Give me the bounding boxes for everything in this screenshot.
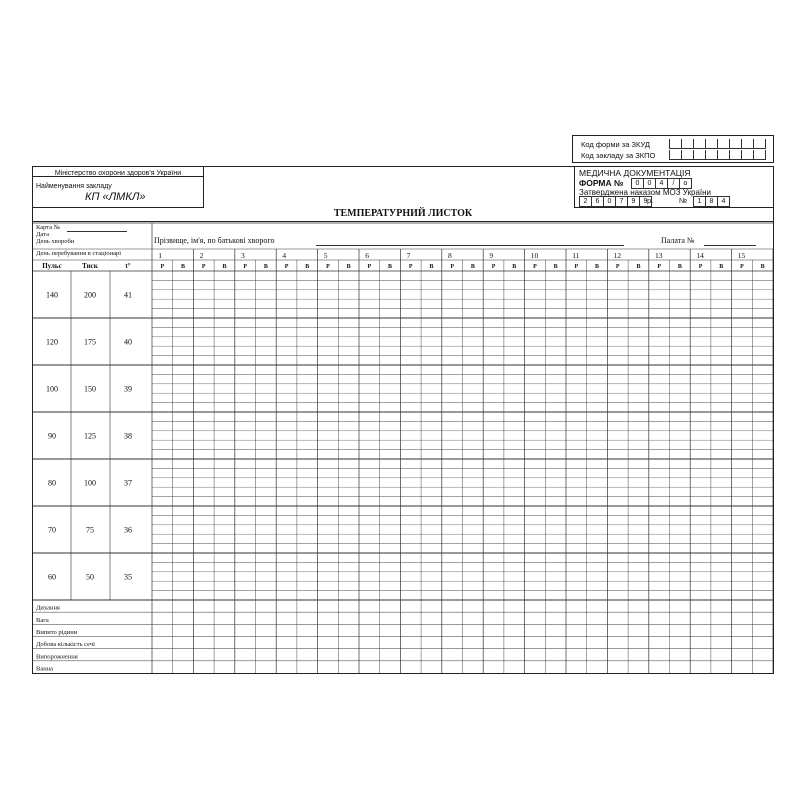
morning-label: Р (284, 264, 289, 270)
temp-value: 40 (124, 337, 132, 347)
institution-label: Найменування закладу (36, 183, 112, 190)
morning-label: Р (740, 264, 744, 270)
temp-value: 35 (124, 572, 132, 582)
evening-label: В (553, 264, 558, 270)
evening-label: В (346, 264, 351, 270)
form-label: ФОРМА № (579, 178, 624, 188)
day-number: 6 (365, 251, 369, 260)
evening-label: В (388, 264, 393, 270)
evening-label: В (760, 264, 765, 270)
bottom-row-label: Випорожнення (36, 653, 78, 661)
day-label: День хвороби (36, 238, 75, 245)
pulse-value: 90 (48, 431, 56, 441)
pulse-value: 60 (48, 572, 56, 582)
pressure-value: 100 (84, 478, 96, 488)
pulse-header: Пульс (42, 262, 62, 270)
pressure-value: 75 (86, 525, 94, 535)
zkpo-label: Код закладу за ЗКПО (581, 151, 656, 160)
day-number: 12 (613, 251, 622, 260)
pressure-value: 175 (84, 337, 96, 347)
morning-label: Р (491, 264, 496, 270)
morning-label: Р (657, 264, 661, 270)
morning-label: Р (450, 264, 454, 270)
evening-label: В (305, 264, 310, 270)
day-number: 10 (530, 251, 539, 260)
morning-label: Р (574, 264, 579, 270)
evening-label: В (636, 264, 641, 270)
pulse-value: 100 (46, 384, 58, 394)
ministry-text: Міністерство охорони здоров'я України (54, 170, 182, 177)
bottom-row-label: Дихання (36, 604, 60, 612)
day-number: 9 (489, 251, 494, 260)
day-number: 4 (282, 251, 287, 260)
evening-label: В (677, 264, 682, 270)
day-number: 11 (572, 251, 580, 260)
med-doc-text: МЕДИЧНА ДОКУМЕНТАЦІЯ (579, 168, 691, 178)
name-label: Прізвище, ім'я, по батькові хворого (154, 236, 275, 245)
morning-label: Р (160, 264, 165, 270)
approved-text: Затверджена наказом МОЗ України (579, 188, 712, 197)
evening-label: В (512, 264, 517, 270)
evening-label: В (263, 264, 268, 270)
day-number: 7 (406, 251, 411, 260)
day-number: 13 (655, 251, 663, 260)
form-code-box (572, 135, 774, 163)
day-number: 15 (737, 251, 746, 260)
morning-label: Р (243, 264, 247, 270)
bottom-row-label: Вага (36, 616, 49, 624)
temp-value: 36 (124, 525, 132, 535)
pressure-header: Тиск (82, 262, 98, 270)
ward-label: Палата № (661, 236, 695, 245)
institution-name[interactable]: КП «ЛМКЛ» (85, 191, 146, 203)
order-number: 1 8 4 (693, 196, 730, 207)
day-number: 3 (241, 251, 245, 260)
bottom-row-label: Добова кількість сечі (36, 641, 95, 649)
morning-label: Р (326, 264, 330, 270)
day-number: 8 (448, 251, 452, 260)
chart-grid (33, 167, 773, 673)
zkpo-cells[interactable] (669, 150, 766, 160)
evening-label: В (470, 264, 475, 270)
pressure-value: 50 (86, 572, 94, 582)
evening-label: В (181, 264, 186, 270)
pressure-value: 125 (84, 431, 96, 441)
date-label: Дата (36, 231, 49, 238)
year-suffix: р. (647, 196, 654, 205)
morning-label: Р (533, 264, 537, 270)
pulse-value: 140 (46, 290, 58, 300)
temp-value: 39 (124, 384, 132, 394)
morning-label: Р (408, 264, 413, 270)
temp-header: t° (125, 262, 131, 270)
morning-label: Р (615, 264, 620, 270)
morning-label: Р (698, 264, 703, 270)
evening-label: В (719, 264, 724, 270)
approval-date: 2 6 0 7 9 9 (579, 196, 652, 207)
temperature-sheet (32, 166, 774, 674)
card-label: Карта № (36, 224, 60, 231)
pulse-value: 70 (48, 525, 56, 535)
morning-label: Р (367, 264, 372, 270)
stay-label: День перебування в стаціонарі (36, 250, 122, 257)
day-number: 14 (696, 251, 704, 260)
evening-label: В (429, 264, 434, 270)
zkud-label: Код форми за ЗКУД (581, 140, 650, 149)
temp-value: 41 (124, 290, 132, 300)
morning-label: Р (201, 264, 206, 270)
pulse-value: 120 (46, 337, 58, 347)
sheet-title: ТЕМПЕРАТУРНИЙ ЛИСТОК (33, 207, 773, 222)
bottom-row-label: Випито рідини (36, 629, 78, 636)
form-number: 0 0 4 / о (631, 178, 692, 189)
day-number: 2 (199, 251, 204, 260)
evening-label: В (595, 264, 600, 270)
day-number: 1 (158, 251, 162, 260)
temp-value: 38 (124, 431, 132, 441)
zkud-cells[interactable] (669, 139, 766, 149)
pressure-value: 150 (84, 384, 96, 394)
pressure-value: 200 (84, 290, 96, 300)
order-no-label: № (679, 196, 688, 205)
temp-value: 37 (124, 478, 132, 488)
evening-label: В (222, 264, 227, 270)
pulse-value: 80 (48, 478, 56, 488)
bottom-row-label: Ванна (36, 665, 54, 673)
day-number: 5 (323, 251, 328, 260)
